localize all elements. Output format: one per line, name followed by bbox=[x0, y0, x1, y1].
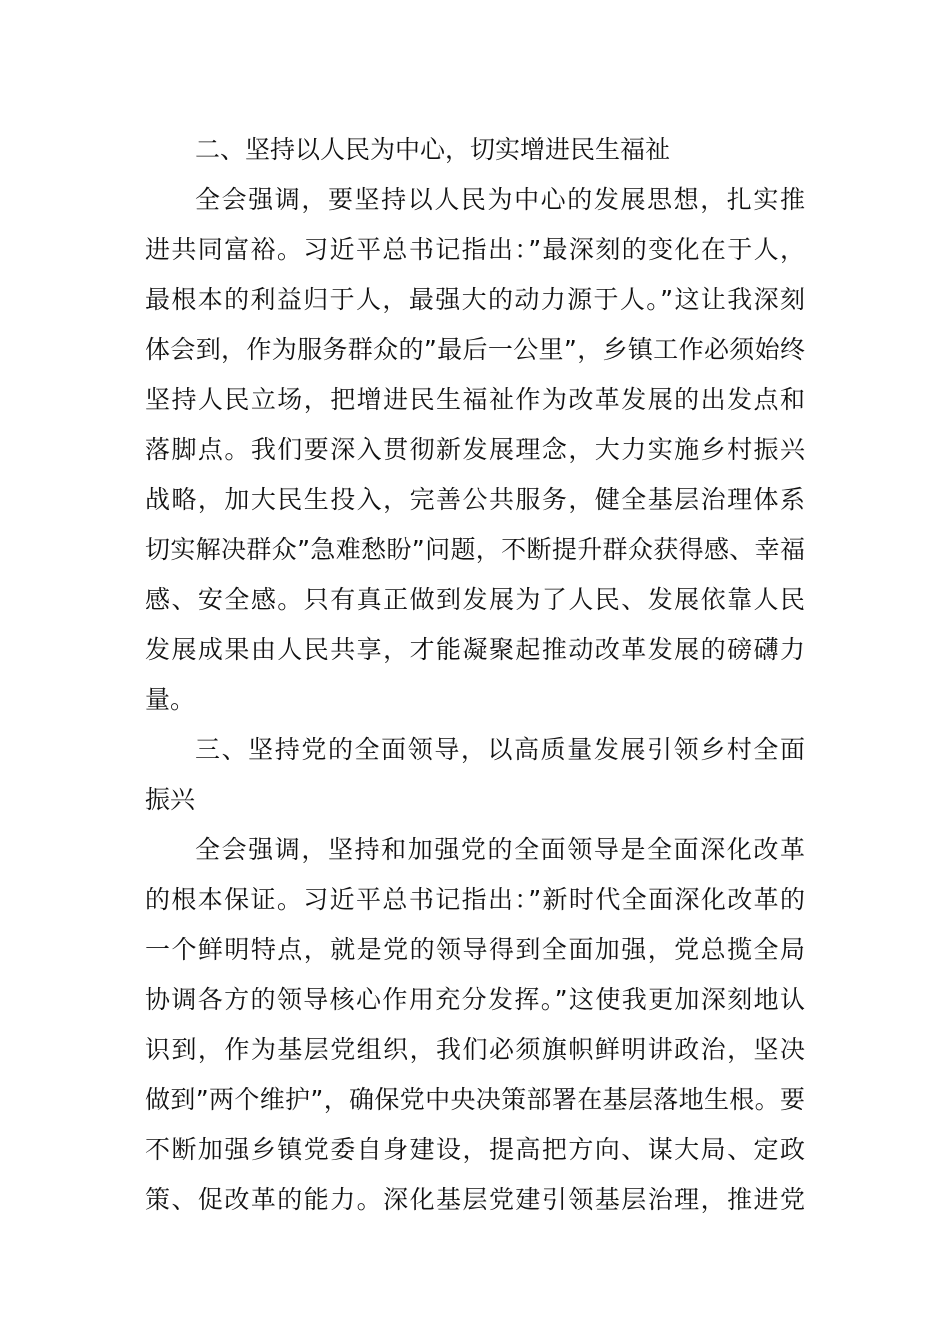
text-line: 落脚点。我们要深入贯彻新发展理念，大力实施乡村振兴 bbox=[145, 435, 805, 464]
text-line: 最根本的利益归于人，最强大的动力源于人。”这让我深刻 bbox=[145, 285, 805, 314]
text-line: 量。 bbox=[145, 685, 196, 714]
text-line: 发展成果由人民共享，才能凝聚起推动改革发展的磅礴力 bbox=[145, 635, 805, 664]
text-line: 不断加强乡镇党委自身建设，提高把方向、谋大局、定政 bbox=[145, 1135, 805, 1164]
text-line: 切实解决群众”急难愁盼”问题，不断提升群众获得感、幸福 bbox=[145, 535, 805, 564]
text-line: 一个鲜明特点，就是党的领导得到全面加强，党总揽全局 bbox=[145, 935, 805, 964]
section-heading-3: 三、坚持党的全面领导，以高质量发展引领乡村全面 bbox=[195, 735, 805, 764]
text-line: 策、促改革的能力。深化基层党建引领基层治理，推进党 bbox=[145, 1185, 805, 1214]
section-heading-3-cont: 振兴 bbox=[145, 785, 196, 814]
text-line: 全会强调，要坚持以人民为中心的发展思想，扎实推 bbox=[195, 185, 805, 214]
text-line: 识到，作为基层党组织，我们必须旗帜鲜明讲政治，坚决 bbox=[145, 1035, 805, 1064]
text-line: 坚持人民立场，把增进民生福祉作为改革发展的出发点和 bbox=[145, 385, 805, 414]
text-line: 战略，加大民生投入，完善公共服务，健全基层治理体系 bbox=[145, 485, 805, 514]
text-line: 感、安全感。只有真正做到发展为了人民、发展依靠人民 bbox=[145, 585, 805, 614]
section-heading-2: 二、坚持以人民为中心，切实增进民生福祉 bbox=[195, 135, 671, 164]
text-line: 进共同富裕。习近平总书记指出：”最深刻的变化在于人， bbox=[145, 235, 805, 264]
text-line: 体会到，作为服务群众的”最后一公里”，乡镇工作必须始终 bbox=[145, 335, 805, 364]
text-line: 全会强调，坚持和加强党的全面领导是全面深化改革 bbox=[195, 835, 805, 864]
text-line: 的根本保证。习近平总书记指出：”新时代全面深化改革的 bbox=[145, 885, 805, 914]
text-line: 做到”两个维护”，确保党中央决策部署在基层落地生根。要 bbox=[145, 1085, 805, 1114]
text-line: 协调各方的领导核心作用充分发挥。”这使我更加深刻地认 bbox=[145, 985, 805, 1014]
